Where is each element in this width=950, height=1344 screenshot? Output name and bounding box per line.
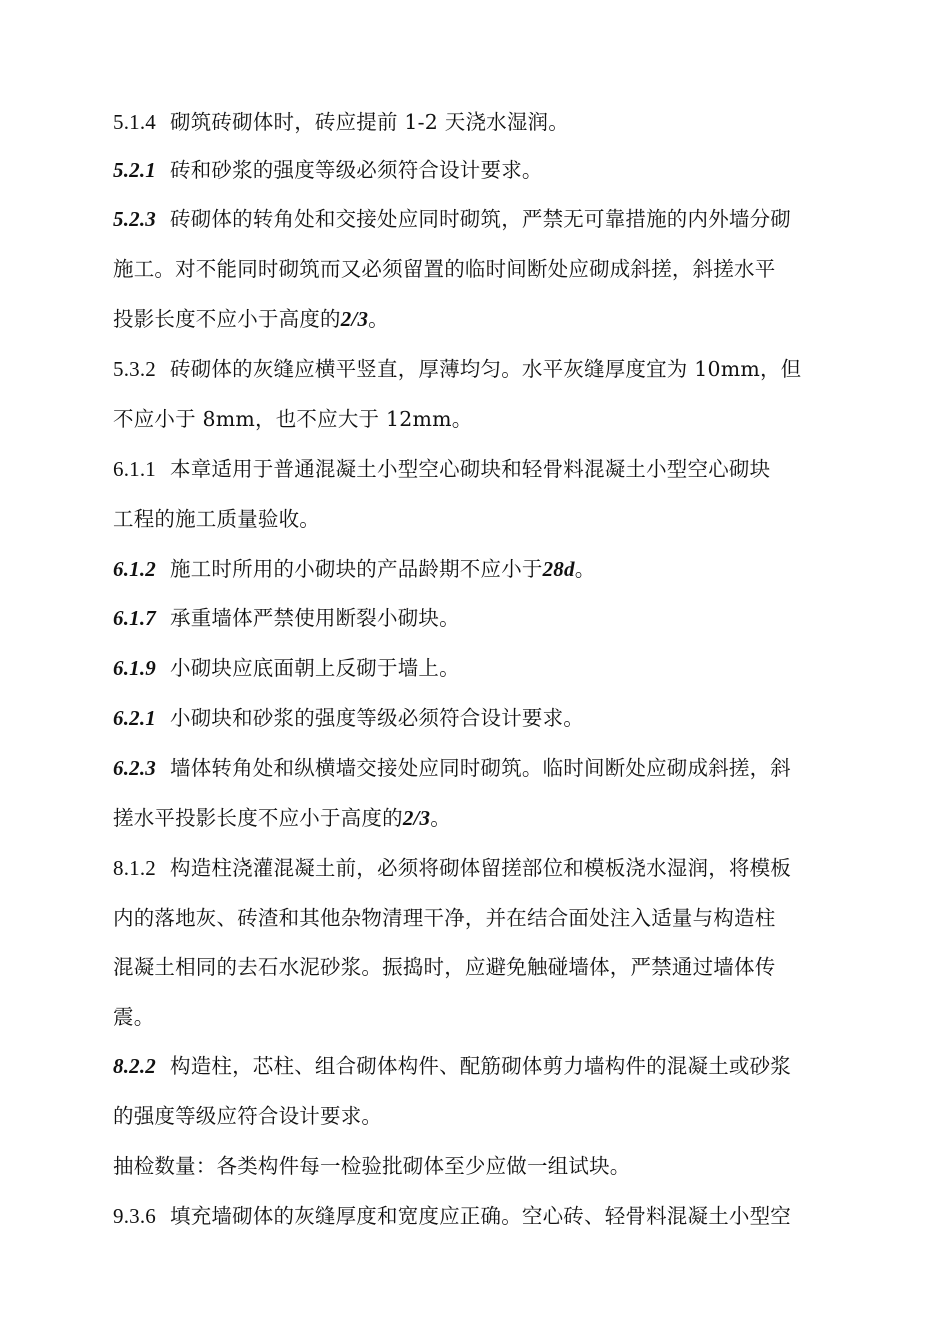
- text-line: [113, 305, 389, 333]
- clause-number: 5.3.2: [113, 357, 156, 381]
- text-line: [113, 156, 543, 184]
- clause-text: 填充墙砌体的灰缝厚度和宽度应正确。空心砖、轻骨料混凝土小型空: [170, 1204, 791, 1228]
- clause-number: 6.1.9: [113, 656, 156, 680]
- clause-text: 构造柱，芯柱、组合砌体构件、配筋砌体剪力墙构件的混凝土或砂浆: [170, 1054, 791, 1078]
- text-line: [113, 804, 451, 832]
- clause-tail: 。: [430, 806, 451, 830]
- text-line: [113, 1052, 791, 1080]
- text-line: [113, 754, 791, 782]
- clause-text: 施工。对不能同时砌筑而又必须留置的临时间断处应砌成斜搓，斜搓水平: [113, 257, 776, 281]
- clause-text: 抽检数量：各类构件每一检验批砌体至少应做一组试块。: [113, 1154, 631, 1178]
- text-line: [113, 555, 595, 583]
- clause-text: 砖和砂浆的强度等级必须符合设计要求。: [170, 158, 543, 182]
- clause-number: 6.1.1: [113, 457, 156, 481]
- text-line: [113, 1202, 791, 1230]
- clause-text: 搓水平投影长度不应小于高度的: [113, 806, 403, 830]
- clause-number: 6.1.2: [113, 557, 156, 581]
- clause-number: 6.1.7: [113, 606, 156, 630]
- text-line: [113, 355, 801, 383]
- clause-text: 砖砌体的转角处和交接处应同时砌筑，严禁无可靠措施的内外墙分砌: [170, 207, 791, 231]
- emphasis-value: 28d: [542, 557, 575, 581]
- clause-tail: 。: [368, 307, 389, 331]
- clause-text: 投影长度不应小于高度的: [113, 307, 341, 331]
- clause-text: 不应小于 8mm，也不应大于 12mm。: [113, 407, 473, 431]
- text-line: [113, 455, 770, 483]
- clause-text: 构造柱浇灌混凝土前，必须将砌体留搓部位和模板浇水湿润，将模板: [170, 856, 791, 880]
- emphasis-value: 2/3: [402, 806, 431, 830]
- clause-text: 小砌块和砂浆的强度等级必须符合设计要求。: [170, 706, 584, 730]
- clause-text: 施工时所用的小砌块的产品龄期不应小于: [170, 557, 543, 581]
- clause-number: 5.2.3: [113, 207, 156, 231]
- text-line: [113, 255, 775, 283]
- clause-text: 的强度等级应符合设计要求。: [113, 1104, 383, 1128]
- text-line: [113, 704, 584, 732]
- clause-text: 本章适用于普通混凝土小型空心砌块和轻骨料混凝土小型空心砌块: [170, 457, 771, 481]
- clause-text: 震。: [113, 1005, 155, 1029]
- clause-number: 5.1.4: [113, 110, 156, 134]
- clause-number: 5.2.1: [113, 158, 156, 182]
- clause-tail: 。: [574, 557, 596, 581]
- clause-text: 承重墙体严禁使用断裂小砌块。: [170, 606, 460, 630]
- text-line: [113, 854, 791, 882]
- text-line: [113, 904, 775, 932]
- clause-text: 工程的施工质量验收。: [113, 507, 320, 531]
- text-line: [113, 505, 320, 533]
- text-line: [113, 654, 460, 682]
- text-line: [113, 1102, 382, 1130]
- emphasis-value: 2/3: [340, 307, 369, 331]
- text-line: [113, 1152, 631, 1180]
- clause-text: 混凝土相同的去石水泥砂浆。振捣时，应避免触碰墙体，严禁通过墙体传: [113, 955, 776, 979]
- clause-number: 8.2.2: [113, 1054, 156, 1078]
- clause-text: 砖砌体的灰缝应横平竖直，厚薄均匀。水平灰缝厚度宜为 10mm，但: [170, 357, 802, 381]
- text-line: [113, 405, 472, 433]
- clause-text: 内的落地灰、砖渣和其他杂物清理干净，并在结合面处注入适量与构造柱: [113, 906, 776, 930]
- clause-text: 砌筑砖砌体时，砖应提前 1-2 天浇水湿润。: [170, 110, 569, 134]
- clause-number: 8.1.2: [113, 856, 156, 880]
- text-line: [113, 604, 460, 632]
- text-line: [113, 108, 569, 136]
- clause-text: 墙体转角处和纵横墙交接处应同时砌筑。临时间断处应砌成斜搓，斜: [170, 756, 791, 780]
- clause-number: 6.2.1: [113, 706, 156, 730]
- text-line: [113, 1003, 154, 1031]
- text-line: [113, 953, 775, 981]
- clause-text: 小砌块应底面朝上反砌于墙上。: [170, 656, 460, 680]
- clause-number: 9.3.6: [113, 1204, 156, 1228]
- clause-number: 6.2.3: [113, 756, 156, 780]
- text-line: [113, 205, 791, 233]
